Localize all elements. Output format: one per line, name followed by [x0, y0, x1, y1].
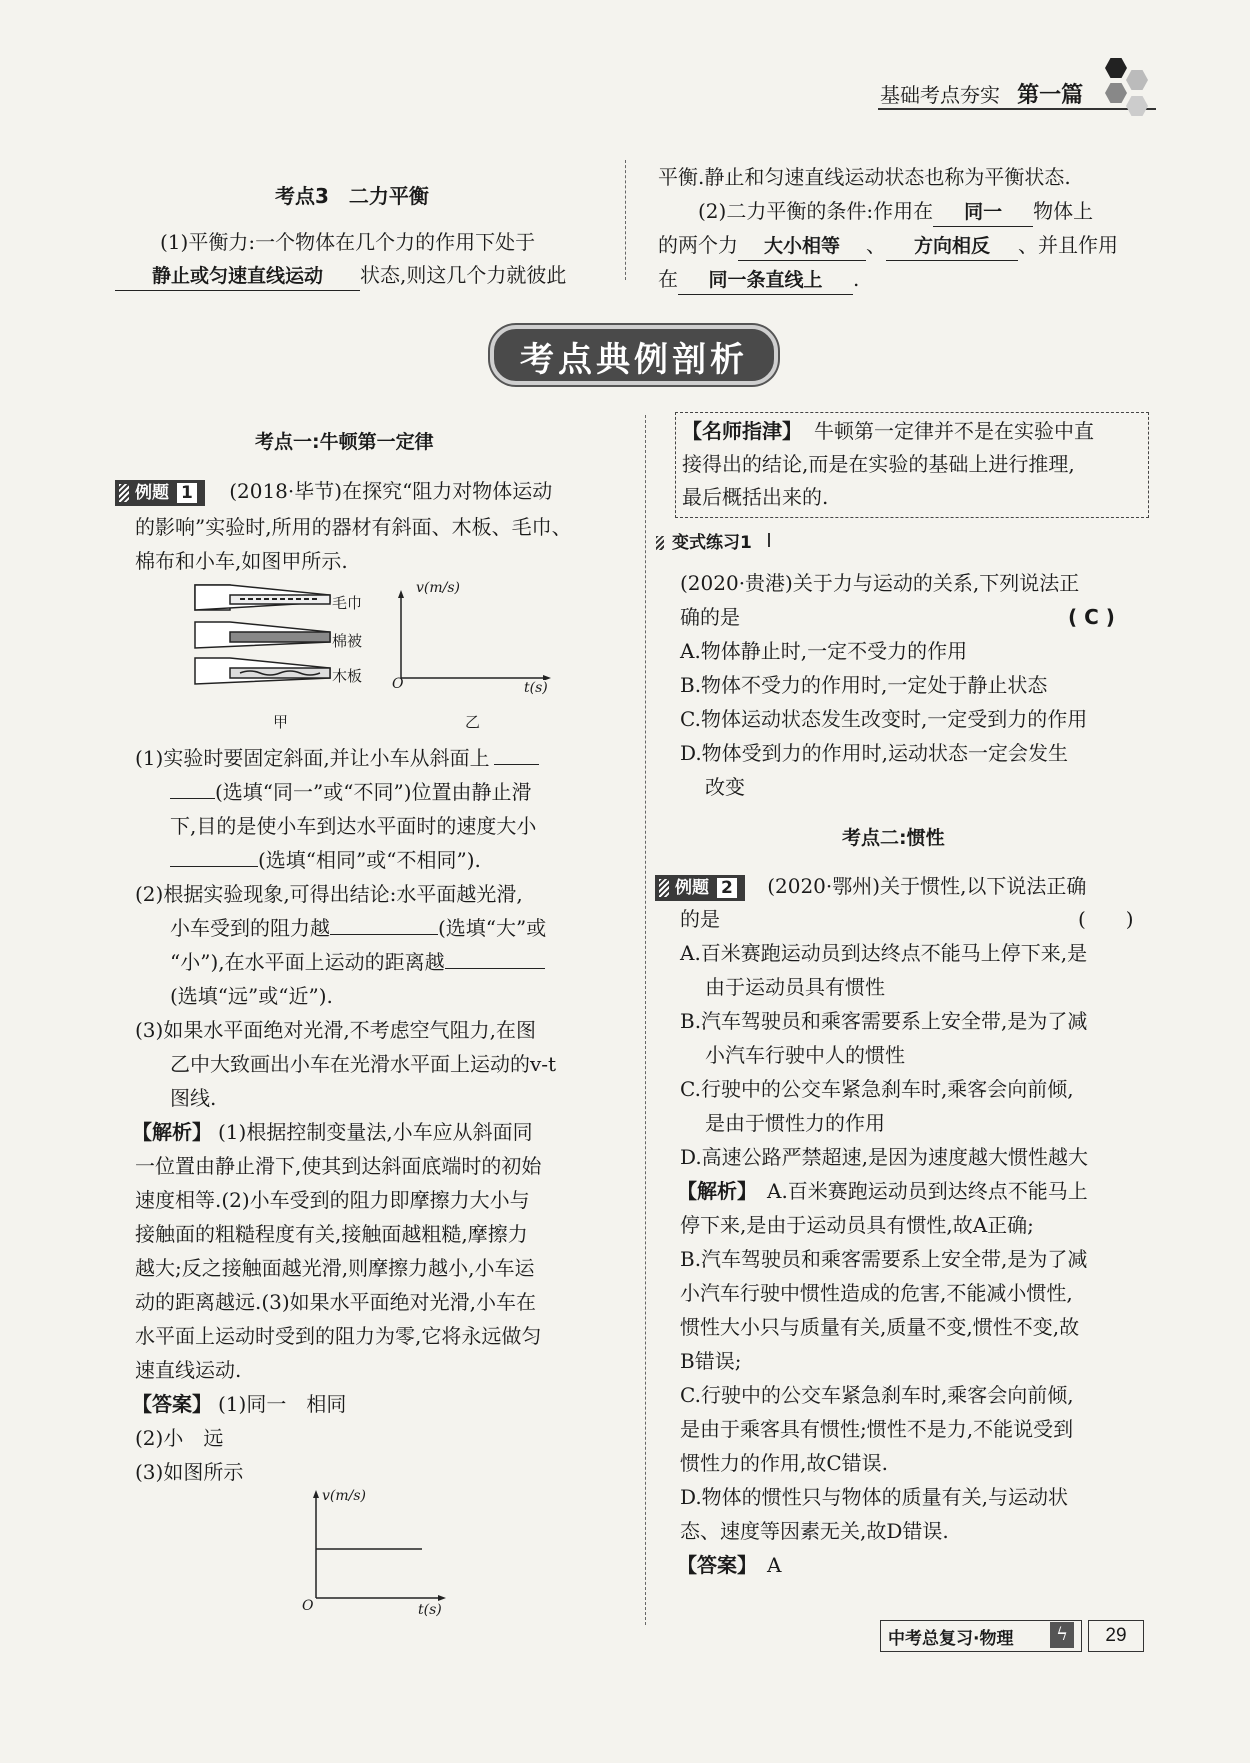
ex1-line3: 棉布和小车,如图甲所示.	[135, 549, 348, 573]
q2-line1: (2)根据实验现象,可得出结论:水平面越光滑,	[135, 882, 523, 906]
axis-v-label: v(m/s)	[416, 580, 461, 596]
analysis-line6: B错误;	[680, 1349, 742, 1373]
q3-line2: 乙中大致画出小车在光滑水平面上运动的v-t	[170, 1052, 557, 1076]
kaodian3-p2g: .	[853, 267, 860, 291]
analysis-line10: D.物体的惯性只与物体的质量有关,与运动状	[680, 1485, 1069, 1509]
kaodian3-p1c: 平衡.静止和匀速直线运动状态也称为平衡状态.	[658, 165, 1071, 189]
example-tag-number: 2	[717, 878, 737, 898]
variant-marker-icon	[656, 536, 664, 550]
sec2-title: 考点二:惯性	[842, 827, 945, 849]
answer-vt-graph	[310, 1490, 450, 1605]
ex2-option-c2: 是由于惯性力的作用	[705, 1111, 885, 1135]
fig-label-blanket: 棉被	[332, 632, 363, 650]
example-tag	[655, 875, 745, 901]
analysis-line5: 惯性大小只与质量有关,质量不变,惯性不变,故	[680, 1315, 1080, 1339]
kaodian3-p2f: 在	[658, 267, 678, 291]
ex2-line2: 的是	[680, 907, 720, 931]
kaodian3-p2b: 物体上	[1033, 199, 1094, 223]
footer-series: 中考总复习·物理	[888, 1629, 1014, 1649]
q2-line3: “小”),在水平面上运动的距离越	[170, 950, 445, 974]
ex1-line1: (2018·毕节)在探究“阻力对物体运动	[229, 479, 553, 503]
analysis-line3: 速度相等.(2)小车受到的阻力即摩擦力大小与	[135, 1188, 530, 1212]
analysis-line2: 停下来,是由于运动员具有惯性,故A正确;	[680, 1213, 1034, 1237]
answer-value: A	[767, 1553, 782, 1577]
example-tag-label: 例题	[675, 878, 709, 898]
analysis-line1: A.百米赛跑运动员到达终点不能马上	[767, 1179, 1088, 1203]
column-divider	[645, 415, 647, 1625]
answer-axis-t-label: t(s)	[418, 1602, 442, 1618]
variant-option-b: B.物体不受力的作用时,一定处于静止状态	[680, 673, 1048, 697]
section-banner-text: 考点典例剖析	[520, 340, 748, 380]
variant-option-d1: D.物体受到力的作用时,运动状态一定会发生	[680, 741, 1069, 765]
lightning-icon: ϟ	[1050, 1622, 1074, 1648]
ex2-option-a2: 由于运动员具有惯性	[705, 975, 885, 999]
kaodian3-p1a: (1)平衡力:一个物体在几个力的作用下处于	[160, 230, 536, 254]
column-divider	[625, 160, 627, 280]
ex2-option-b2: 小汽车行驶中人的惯性	[705, 1043, 905, 1067]
tip-label: 【名师指津】	[682, 419, 802, 443]
q2-line2a: 小车受到的阻力越	[170, 916, 330, 940]
ex2-line1: (2020·鄂州)关于惯性,以下说法正确	[767, 874, 1087, 898]
q3-line1: (3)如果水平面绝对光滑,不考虑空气阻力,在图	[135, 1018, 537, 1042]
q1-line2: (选填“同一”或“不同”)位置由静止滑	[215, 780, 532, 804]
answer-line1: (1)同一 相同	[218, 1392, 347, 1416]
answer-axis-v-label: v(m/s)	[322, 1488, 367, 1504]
variant-option-a: A.物体静止时,一定不受力的作用	[680, 639, 968, 663]
answer-line2: (2)小 远	[135, 1426, 224, 1450]
q1-line3: 下,目的是使小车到达水平面时的速度大小	[170, 814, 537, 838]
tip-line2: 接得出的结论,而是在实验的基础上进行推理,	[682, 452, 1075, 476]
fill-blank	[494, 742, 539, 765]
example-tag-label: 例题	[135, 483, 169, 503]
kaodian3-title: 考点3 二力平衡	[275, 184, 429, 208]
sec1-title: 考点一:牛顿第一定律	[255, 431, 434, 453]
analysis-line6: 动的距离越远.(3)如果水平面绝对光滑,小车在	[135, 1290, 537, 1314]
tip-line1: 牛顿第一定律并不是在实验中直	[814, 419, 1094, 443]
analysis-line7: C.行驶中的公交车紧急刹车时,乘客会向前倾,	[680, 1383, 1074, 1407]
ex2-option-c1: C.行驶中的公交车紧急刹车时,乘客会向前倾,	[680, 1077, 1074, 1101]
q1-line1: (1)实验时要固定斜面,并让小车从斜面上	[135, 746, 490, 770]
answer-line3: (3)如图所示	[135, 1460, 244, 1484]
variant-title: 变式练习1	[672, 533, 752, 553]
ramp-board	[195, 658, 330, 684]
fig-caption-jia: 甲	[273, 713, 289, 731]
ramp-towel	[195, 585, 330, 610]
answer-blank: 方向相反	[886, 232, 1018, 261]
q2-line2b: (选填“大”或	[438, 916, 547, 940]
hex-decor-icon	[1105, 83, 1127, 103]
analysis-line9: 惯性力的作用,故C错误.	[680, 1451, 889, 1475]
q2-line4: (选填“远”或“近”).	[170, 984, 333, 1008]
fill-blank	[330, 912, 438, 935]
kaodian3-p1b: 状态,则这几个力就彼此	[360, 263, 567, 287]
hex-decor-icon	[1126, 70, 1148, 90]
fill-blank	[170, 776, 215, 799]
q3-line3: 图线.	[170, 1086, 217, 1110]
analysis-line5: 越大;反之接触面越光滑,则摩擦力越小,小车运	[135, 1256, 535, 1280]
variant-answer: ( C )	[1068, 605, 1115, 629]
analysis-line4: 小汽车行驶中惯性造成的危害,不能减小惯性,	[680, 1281, 1073, 1305]
analysis-line8: 是由于乘客具有惯性;惯性不是力,不能说受到	[680, 1417, 1074, 1441]
figure-yi-axes	[395, 590, 555, 680]
fill-blank	[170, 844, 258, 867]
kaodian3-p2e: 、并且作用	[1018, 233, 1118, 257]
axis-origin-label: O	[392, 676, 404, 692]
variant-line1: (2020·贵港)关于力与运动的关系,下列说法正	[680, 571, 1080, 595]
page-header	[880, 78, 1083, 109]
answer-label: 【答案】	[132, 1392, 212, 1416]
fill-blank	[445, 946, 545, 969]
analysis-label: 【解析】	[132, 1120, 212, 1144]
fig-label-board: 木板	[332, 667, 363, 685]
kaodian3-p2d: 、	[866, 233, 886, 257]
ex2-answer-paren: ( )	[1078, 907, 1134, 931]
hex-decor-icon	[1105, 58, 1127, 78]
answer-axis-origin-label: O	[302, 1598, 314, 1614]
tip-line3: 最后概括出来的.	[682, 485, 829, 509]
header-part-label: 第一篇	[1017, 83, 1084, 108]
ex2-option-a1: A.百米赛跑运动员到达终点不能马上停下来,是	[680, 941, 1088, 965]
variant-option-c: C.物体运动状态发生改变时,一定受到力的作用	[680, 707, 1088, 731]
answer-blank: 同一	[933, 198, 1033, 227]
analysis-line2: 一位置由静止滑下,使其到达斜面底端时的初始	[135, 1154, 542, 1178]
example-tag-number: 1	[177, 483, 197, 503]
analysis-line3: B.汽车驾驶员和乘客需要系上安全带,是为了减	[680, 1247, 1088, 1271]
ex2-option-b1: B.汽车驾驶员和乘客需要系上安全带,是为了减	[680, 1009, 1088, 1033]
ex1-line2: 的影响”实验时,所用的器材有斜面、木板、毛巾、	[135, 515, 572, 539]
kaodian3-p2c: 的两个力	[658, 233, 738, 257]
answer-blank: 大小相等	[738, 232, 866, 261]
example-tag	[115, 480, 205, 506]
analysis-line8: 速直线运动.	[135, 1358, 242, 1382]
ex2-option-d: D.高速公路严禁超速,是因为速度越大惯性越大	[680, 1145, 1089, 1169]
kaodian3-p2a: (2)二力平衡的条件:作用在	[698, 199, 934, 223]
variant-option-d2: 改变	[705, 775, 745, 799]
answer-label: 【答案】	[677, 1553, 757, 1577]
answer-blank: 同一条直线上	[678, 266, 853, 295]
header-rule	[878, 108, 1156, 110]
hex-decor-icon	[1126, 96, 1148, 116]
analysis-line1: (1)根据控制变量法,小车应从斜面同	[218, 1120, 533, 1144]
fig-label-towel: 毛巾	[332, 594, 363, 612]
analysis-label: 【解析】	[677, 1179, 757, 1203]
q1-line4: (选填“相同”或“不相同”).	[258, 848, 481, 872]
axis-t-label: t(s)	[524, 680, 548, 696]
answer-blank: 静止或匀速直线运动	[115, 262, 360, 291]
analysis-line4: 接触面的粗糙程度有关,接触面越粗糙,摩擦力	[135, 1222, 528, 1246]
variant-line2: 确的是	[680, 605, 740, 629]
ramp-blanket	[195, 622, 330, 648]
header-book-part: 基础考点夯实	[880, 83, 1000, 107]
fig-caption-yi: 乙	[465, 713, 481, 731]
analysis-line7: 水平面上运动时受到的阻力为零,它将永远做匀	[135, 1324, 542, 1348]
analysis-line11: 态、速度等因素无关,故D错误.	[680, 1519, 949, 1543]
page-number: 29	[1088, 1620, 1144, 1652]
variant-title-bar	[768, 533, 770, 547]
